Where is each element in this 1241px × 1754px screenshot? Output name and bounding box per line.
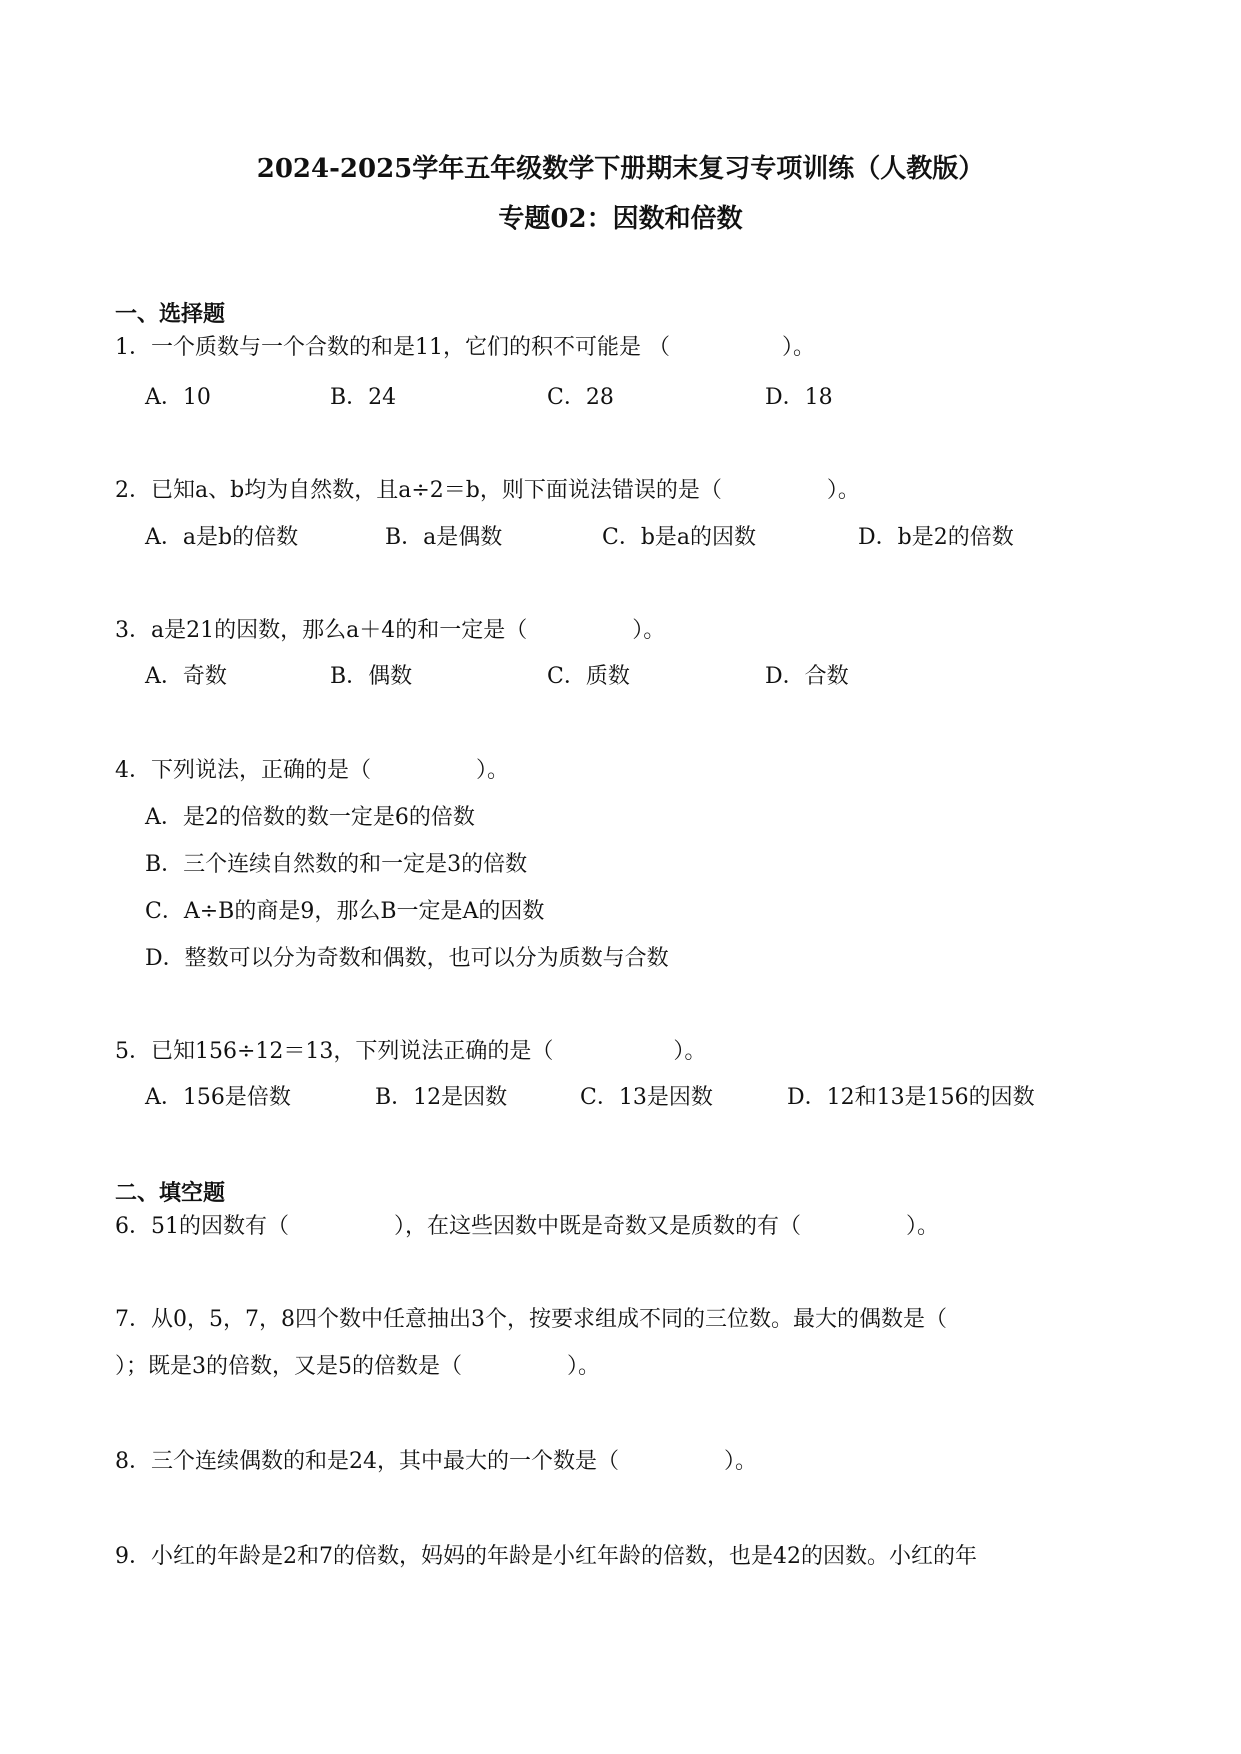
option-b: B．三个连续自然数的和一定是3的倍数 xyxy=(145,852,528,877)
option-a: A．奇数 xyxy=(145,664,227,689)
question-part: 6．51的因数有（ xyxy=(115,1214,289,1239)
question-part: ）；既是3的倍数，又是5的倍数是（ xyxy=(115,1354,462,1379)
option-c: C．b是a的因数 xyxy=(602,525,757,550)
question-4 xyxy=(115,756,509,786)
option-c: C．质数 xyxy=(547,664,630,689)
question-tail: ）。 xyxy=(906,1214,940,1239)
question-1 xyxy=(115,333,815,363)
question-stem: 3．a是21的因数，那么a＋4的和一定是（ xyxy=(115,618,528,643)
question-tail: ）。 xyxy=(826,478,860,503)
option-c: C．28 xyxy=(547,385,614,410)
option-d: D．合数 xyxy=(765,664,849,689)
option-b: B．偶数 xyxy=(330,664,413,689)
option-a: A．10 xyxy=(145,385,211,410)
option-c: C．A÷B的商是9，那么B一定是A的因数 xyxy=(145,899,545,924)
question-stem: 1．一个质数与一个合数的和是11，它们的积不可能是 （ xyxy=(115,335,670,360)
question-5 xyxy=(115,1037,706,1067)
option-c: C．13是因数 xyxy=(580,1085,713,1110)
question-3 xyxy=(115,616,665,646)
question-tail: ）。 xyxy=(724,1449,758,1474)
question-2 xyxy=(115,476,860,506)
page-subtitle: 专题02：因数和倍数 xyxy=(498,204,743,234)
question-part: ），在这些因数中既是奇数又是质数的有（ xyxy=(394,1214,802,1239)
question-tail: ）。 xyxy=(632,618,666,643)
option-d: D．b是2的倍数 xyxy=(858,525,1014,550)
question-tail: ）。 xyxy=(567,1354,601,1379)
question-9-line-1: 9．小红的年龄是2和7的倍数，妈妈的年龄是小红年龄的倍数，也是42的因数。小红的年 xyxy=(115,1544,977,1569)
option-d: D．18 xyxy=(765,385,833,410)
section-heading-choice: 一、选择题 xyxy=(115,301,226,327)
option-a: A．a是b的倍数 xyxy=(145,525,299,550)
option-a: A．156是倍数 xyxy=(145,1085,291,1110)
question-7-line-1: 7．从0，5，7，8四个数中任意抽出3个，按要求组成不同的三位数。最大的偶数是（ xyxy=(115,1307,947,1332)
option-d: D．12和13是156的因数 xyxy=(787,1085,1035,1110)
section-heading-fill: 二、填空题 xyxy=(115,1180,226,1206)
option-b: B．12是因数 xyxy=(375,1085,508,1110)
question-stem: 5．已知156÷12＝13，下列说法正确的是（ xyxy=(115,1039,554,1064)
option-b: B．a是偶数 xyxy=(385,525,503,550)
question-stem: 8．三个连续偶数的和是24，其中最大的一个数是（ xyxy=(115,1449,619,1474)
option-d: D．整数可以分为奇数和偶数，也可以分为质数与合数 xyxy=(145,946,669,971)
question-7-line-2 xyxy=(115,1352,600,1382)
question-8 xyxy=(115,1447,757,1477)
option-a: A．是2的倍数的数一定是6的倍数 xyxy=(145,805,475,830)
question-stem: 4．下列说法，正确的是（ xyxy=(115,758,371,783)
question-tail: ）。 xyxy=(673,1039,707,1064)
question-6 xyxy=(115,1212,939,1242)
question-tail: ）。 xyxy=(782,335,816,360)
option-b: B．24 xyxy=(330,385,397,410)
question-stem: 2．已知a、b均为自然数，且a÷2＝b，则下面说法错误的是（ xyxy=(115,478,722,503)
question-tail: ）。 xyxy=(476,758,510,783)
page-title: 2024-2025学年五年级数学下册期末复习专项训练（人教版） xyxy=(256,154,985,184)
